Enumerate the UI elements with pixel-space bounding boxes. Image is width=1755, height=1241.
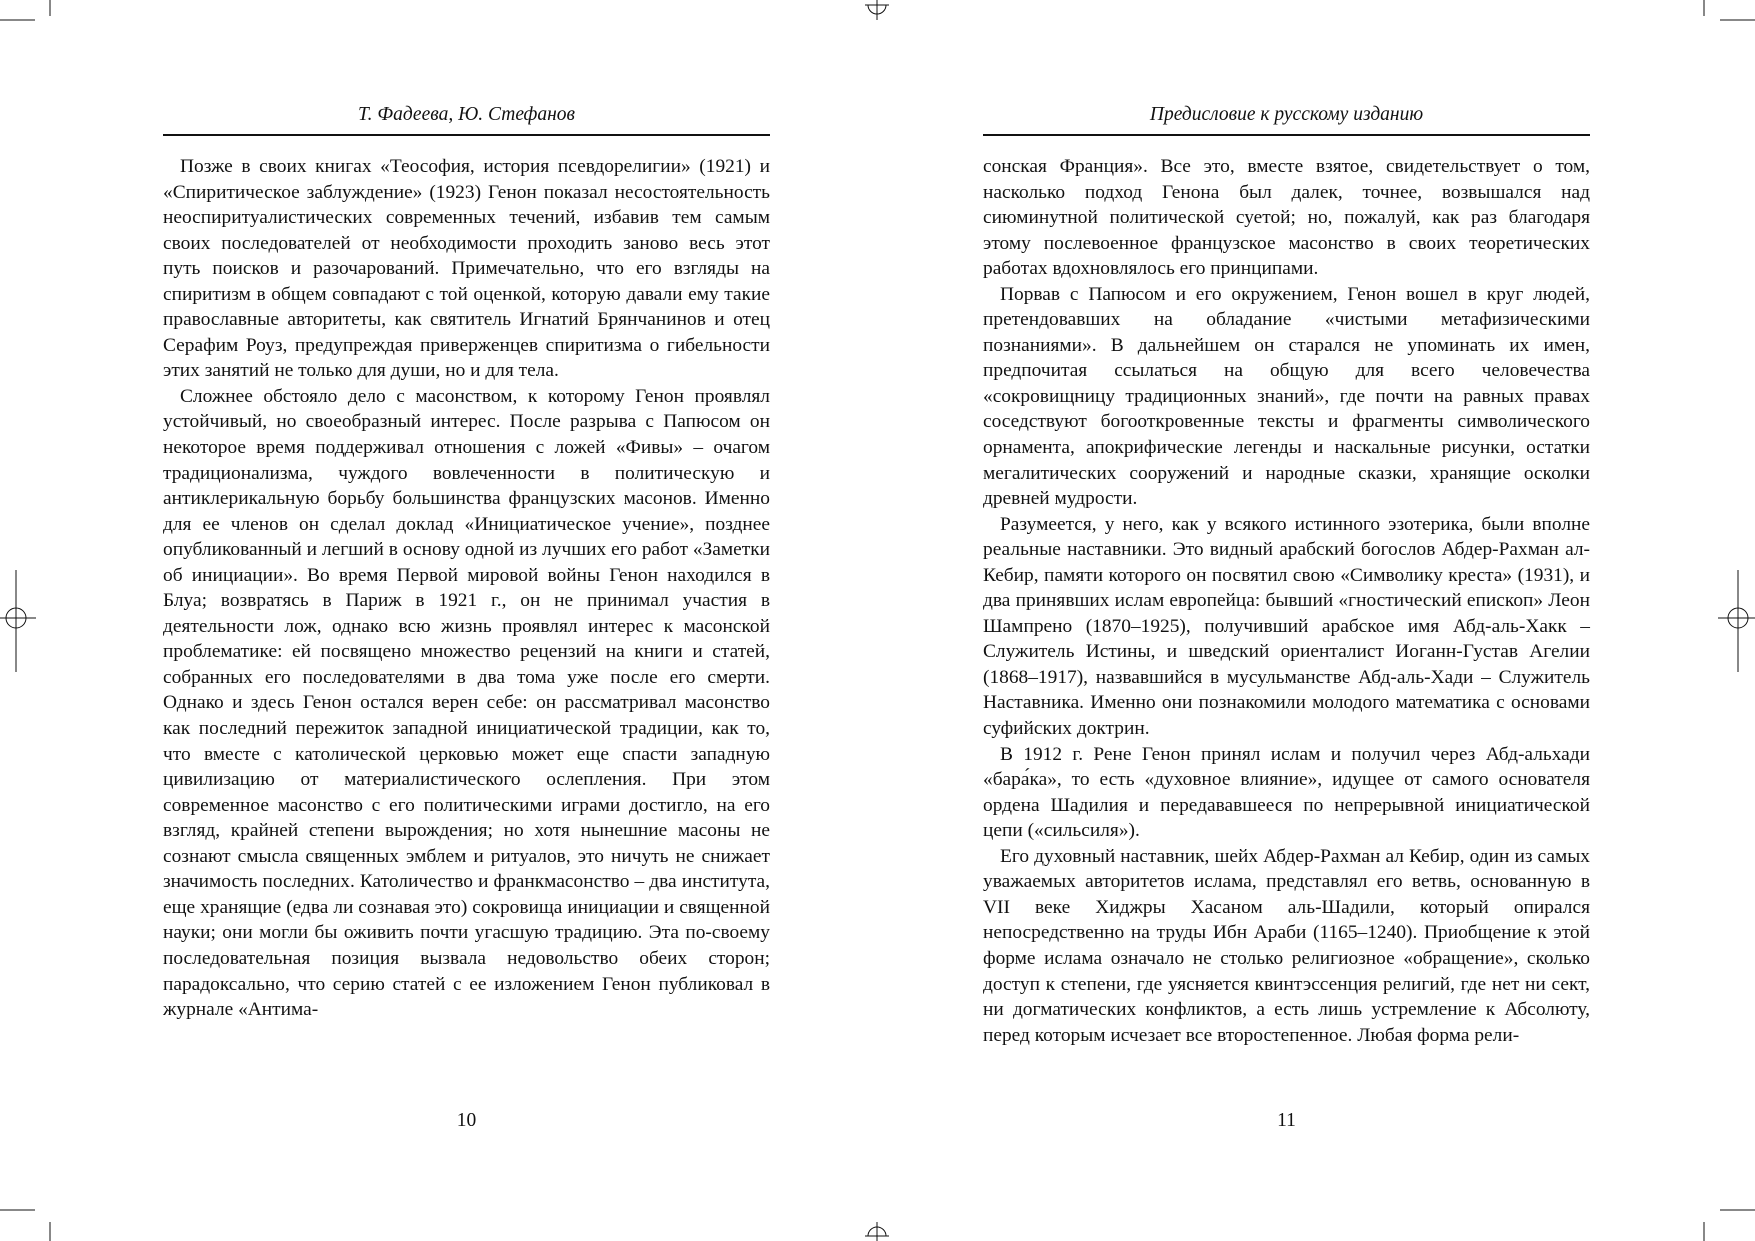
paragraph: Сложнее обстояло дело с масонством, к которому Генон проявлял устойчивый, но своеобразный интерес. После разрыва с Папюсом он некоторое время поддерживал отношения с ложей «Фивы» – очагом традиционализма, чуждого вовлеченности в политическую и антиклерикальную борьбу большинства французских масонов. Именно для ее членов он сделал доклад «Инициатическое учение», позднее опубликованный и легший в основу одной из лучших его работ «Заметки об инициации». Во время Первой мировой войны Генон находился в Блуа; возвратясь в Париж в 1921 г., он не принимал участия в деятельности лож, однако всю жизнь проявлял интерес к масонской проблематике: ей посвящено множество рецензий на книги и статей, собранных его последователями в два тома уже после его смерти. Однако и здесь Генон остался верен себе: он рассматривал масонство как последний пережиток западной инициатической традиции, как то, что вместе с католической церковью может еще спасти западную цивилизацию от материалистического ослепления. При этом современное масонство с его политическими играми достигло, на его взгляд, крайней степени вырождения; но хотя нынешние масоны не сознают смысла священных эмблем и ритуалов, это ничуть не снижает значимость последних. Католичество и франкмасонство – два института, еще хранящие (едва ли сознавая это) сокровища инициации и священной науки; они могли бы оживить почти угасшую традицию. Эта по-своему последовательная позиция вызвала недовольство обеих сторон; парадоксально, что серию статей с ее изложением Генон публиковал в журнале «Антима-: [163, 385, 770, 1021]
running-head-section: Предисловие к русскому изданию: [1149, 104, 1424, 125]
body-text: [983, 154, 1590, 1048]
paragraph-continued: сонская Франция». Все это, вместе взятое, свидетельствует о том, насколько подход Генона был далек, точнее, возвышался над сиюминутной политической суетой; но, пожалуй, как раз благодаря этому послевоенное французское масонство в своих теоретических работах вдохновлялось его принципами.: [983, 156, 1590, 280]
paragraph: Разумеется, у него, как у всякого истинного эзотерика, были вполне реальные наставники. Это видный арабский богослов Абдер-Рахман ал-Кебир, памяти которого он посвятил свою «Символику креста» (1931), и два принявших ислам европейца: бывший «гностический епископ» Леон Шампрено (1870–1925), получивший арабское имя Абд-аль-Хакк – Служитель Истины, и шведский ориенталист Иоганн-Густав Агелии (1868–1917), назвавшийся в мусульманстве Абд-аль-Хади – Служитель Наставника. Именно они познакомили молодого математика с основами суфийских доктрин.: [983, 513, 1590, 740]
body-text: [163, 154, 770, 1023]
paragraph: В 1912 г. Рене Генон принял ислам и получил через Абд-альхади «бара́ка», то есть «духовное влияние», идущее от самого основателя ордена Шадилия и передававшееся по непрерывной инициатической цепи («сильсиля»).: [983, 743, 1590, 842]
paragraph: Порвав с Папюсом и его окружением, Генон вошел в круг людей, претендовавших на обладание «чистыми метафизическими познаниями». В дальнейшем он старался не упоминать их имен, предпочитая ссылаться на общую для всего человечества «сокровищницу традиционных знаний», где почти на равных правах соседствуют богооткровенные тексты и фрагменты символического орнамента, апокрифические легенды и наскальные рисунки, остатки мегалитических сооружений и народные сказки, хранящие осколки древней мудрости.: [983, 283, 1590, 510]
right-page: [877, 0, 1755, 1241]
running-head-authors: Т. Фадеева, Ю. Стефанов: [358, 104, 575, 125]
left-page: [0, 0, 877, 1241]
header-rule: [163, 134, 770, 136]
page-number: 10: [456, 1110, 477, 1131]
paragraph: Позже в своих книгах «Теософия, история псевдорелигии» (1921) и «Спиритическое заблуждение» (1923) Генон показал несостоятельность неоспиритуалистических современных течений, избавив тем самым своих последователей от необходимости проходить заново весь этот путь поисков и разочарований. Примечательно, что его взгляды на спиритизм в общем совпадают с той оценкой, которую давали ему такие православные авторитеты, как святитель Игнатий Брянчанинов и отец Серафим Роуз, предупреждая приверженцев спиритизма о гибельности этих занятий не только для души, но и для тела.: [163, 156, 770, 382]
header-rule: [983, 134, 1590, 136]
paragraph: Его духовный наставник, шейх Абдер-Рахман ал Кебир, один из самых уважаемых авторитетов ислама, представлял его ветвь, основанную в VII веке Хиджры Хасаном аль-Шадили, который опирался непосредственно на труды Ибн Араби (1165–1240). Приобщение к этой форме ислама означало не столько религиозное «обращение», сколько доступ к степени, где уясняется квинтэссенция религий, где нет ни сект, ни догматических конфликтов, а есть лишь устремление к Абсолюту, перед которым исчезает все второстепенное. Любая форма рели-: [983, 845, 1590, 1046]
page-number: 11: [1277, 1110, 1296, 1131]
